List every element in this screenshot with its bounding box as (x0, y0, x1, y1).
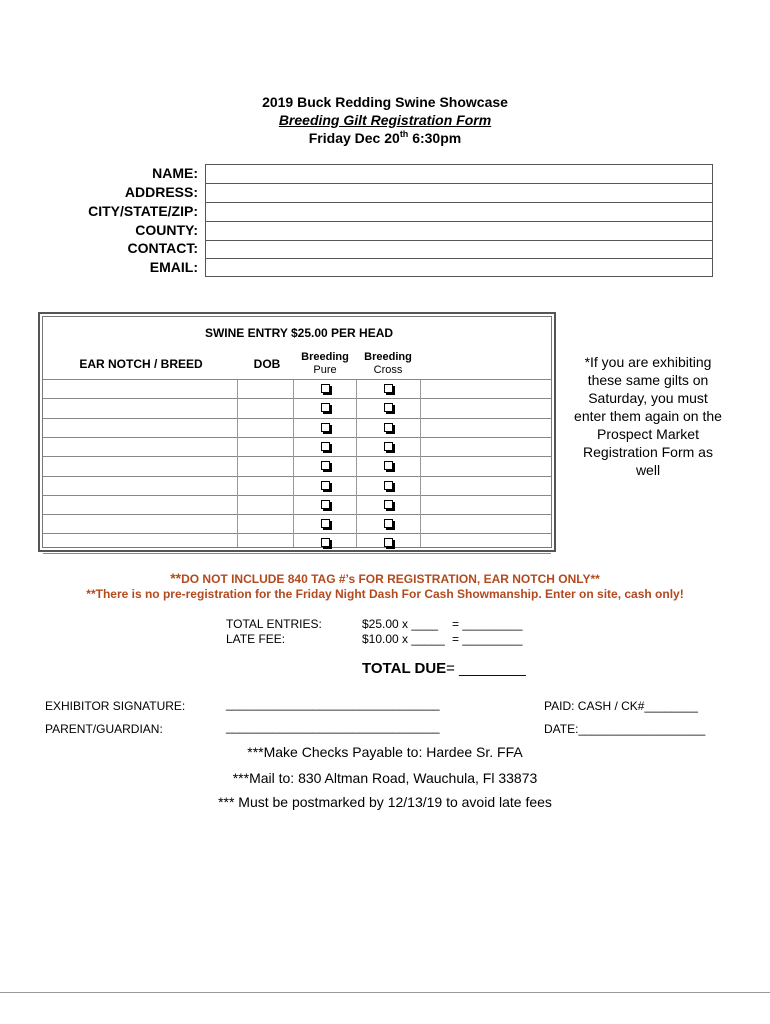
county-label: COUNTY: (135, 222, 198, 238)
warning-no-preregistration: **There is no pre-registration for the Friday Night Dash For Cash Showmanship. Enter on site, cash only! (86, 587, 684, 601)
breeding-pure-checkbox[interactable] (321, 442, 330, 451)
parent-guardian-label: PARENT/GUARDIAN: (45, 722, 163, 736)
total-entries-result[interactable]: = _________ (452, 617, 523, 631)
breeding-pure-checkbox[interactable] (321, 461, 330, 470)
col-pure-line2: Pure (313, 364, 337, 376)
col-ear-notch-header: EAR NOTCH / BREED (79, 357, 203, 371)
col-dob-header: DOB (253, 357, 281, 371)
total-entries-label: TOTAL ENTRIES: (226, 617, 322, 631)
breeding-cross-checkbox[interactable] (384, 423, 393, 432)
table-col-line (293, 380, 294, 547)
address-label: ADDRESS: (124, 184, 198, 200)
exhibitor-signature-line[interactable]: ________________________________ (226, 697, 440, 711)
checks-payable-note: ***Make Checks Payable to: Hardee Sr. FFA (247, 744, 523, 760)
table-row-line (43, 533, 551, 534)
bottom-rule (0, 992, 770, 993)
breeding-cross-checkbox[interactable] (384, 384, 393, 393)
contact-field[interactable] (205, 240, 713, 260)
postmark-note: *** Must be postmarked by 12/13/19 to avoid late fees (218, 794, 552, 810)
name-field[interactable] (205, 164, 713, 184)
breeding-pure-checkbox[interactable] (321, 403, 330, 412)
breeding-pure-checkbox[interactable] (321, 538, 330, 547)
county-field[interactable] (205, 221, 713, 241)
table-row-line (43, 495, 551, 496)
table-row-line (43, 514, 551, 515)
table-row-line (43, 476, 551, 477)
table-col-line (356, 380, 357, 547)
table-row-line (43, 437, 551, 438)
table-col-line (237, 380, 238, 547)
city-state-zip-field[interactable] (205, 202, 713, 222)
table-col-line (420, 380, 421, 547)
late-fee-calc[interactable]: $10.00 x _____ (362, 632, 445, 646)
form-title: 2019 Buck Redding Swine Showcase (262, 94, 508, 110)
event-date-suffix: 6:30pm (408, 130, 462, 146)
total-due[interactable] (362, 660, 526, 677)
table-row-line (43, 553, 551, 554)
breeding-pure-checkbox[interactable] (321, 423, 330, 432)
table-row-line (43, 379, 551, 380)
contact-label: CONTACT: (127, 240, 198, 256)
breeding-pure-checkbox[interactable] (321, 384, 330, 393)
col-cross-line1: Breeding (364, 351, 412, 363)
breeding-cross-checkbox[interactable] (384, 461, 393, 470)
warning-840-tag (0, 570, 770, 586)
event-date (0, 130, 770, 146)
breeding-cross-checkbox[interactable] (384, 500, 393, 509)
email-label: EMAIL: (149, 259, 198, 275)
breeding-cross-checkbox[interactable] (384, 519, 393, 528)
table-row-line (43, 398, 551, 399)
swine-entry-table-inner (42, 316, 552, 548)
event-date-prefix: Friday Dec 20 (308, 130, 400, 146)
total-due-label: TOTAL DUE (362, 660, 447, 677)
breeding-cross-checkbox[interactable] (384, 538, 393, 547)
col-pure-header (295, 351, 355, 377)
email-field[interactable] (205, 258, 713, 277)
late-fee-result[interactable]: = _________ (452, 632, 523, 646)
table-row-line (43, 418, 551, 419)
col-cross-header (358, 351, 418, 377)
side-note: *If you are exhibiting these same gilts on Saturday, you must enter them again on the Prospect Market Registration Form as well (574, 354, 722, 478)
total-entries-calc[interactable]: $25.00 x ____ (362, 617, 439, 631)
warning-stars: ** (170, 570, 182, 586)
name-label: NAME: (152, 165, 198, 181)
parent-guardian-line[interactable]: ________________________________ (226, 720, 440, 734)
exhibitor-signature-label: EXHIBITOR SIGNATURE: (45, 699, 186, 713)
swine-entry-table (38, 312, 556, 552)
city-state-zip-label: CITY/STATE/ZIP: (88, 203, 198, 219)
form-subtitle: Breeding Gilt Registration Form (278, 112, 492, 128)
paid-field[interactable]: PAID: CASH / CK#________ (544, 699, 698, 713)
col-cross-line2: Cross (373, 364, 403, 376)
col-pure-line1: Breeding (301, 351, 349, 363)
late-fee-label: LATE FEE: (226, 632, 286, 646)
table-row-line (43, 456, 551, 457)
mail-to-note: ***Mail to: 830 Altman Road, Wauchula, Fl 33873 (232, 770, 538, 786)
breeding-pure-checkbox[interactable] (321, 519, 330, 528)
breeding-cross-checkbox[interactable] (384, 481, 393, 490)
breeding-cross-checkbox[interactable] (384, 403, 393, 412)
breeding-pure-checkbox[interactable] (321, 481, 330, 490)
date-field[interactable]: DATE:___________________ (544, 722, 706, 736)
entry-table-heading: SWINE ENTRY $25.00 PER HEAD (204, 326, 394, 340)
breeding-pure-checkbox[interactable] (321, 500, 330, 509)
warning-840-tag-text: DO NOT INCLUDE 840 TAG #’s FOR REGISTRATION, EAR NOTCH ONLY** (181, 572, 600, 586)
address-field[interactable] (205, 183, 713, 203)
breeding-cross-checkbox[interactable] (384, 442, 393, 451)
event-date-sup: th (399, 129, 409, 139)
total-due-value: = ________ (446, 660, 526, 677)
